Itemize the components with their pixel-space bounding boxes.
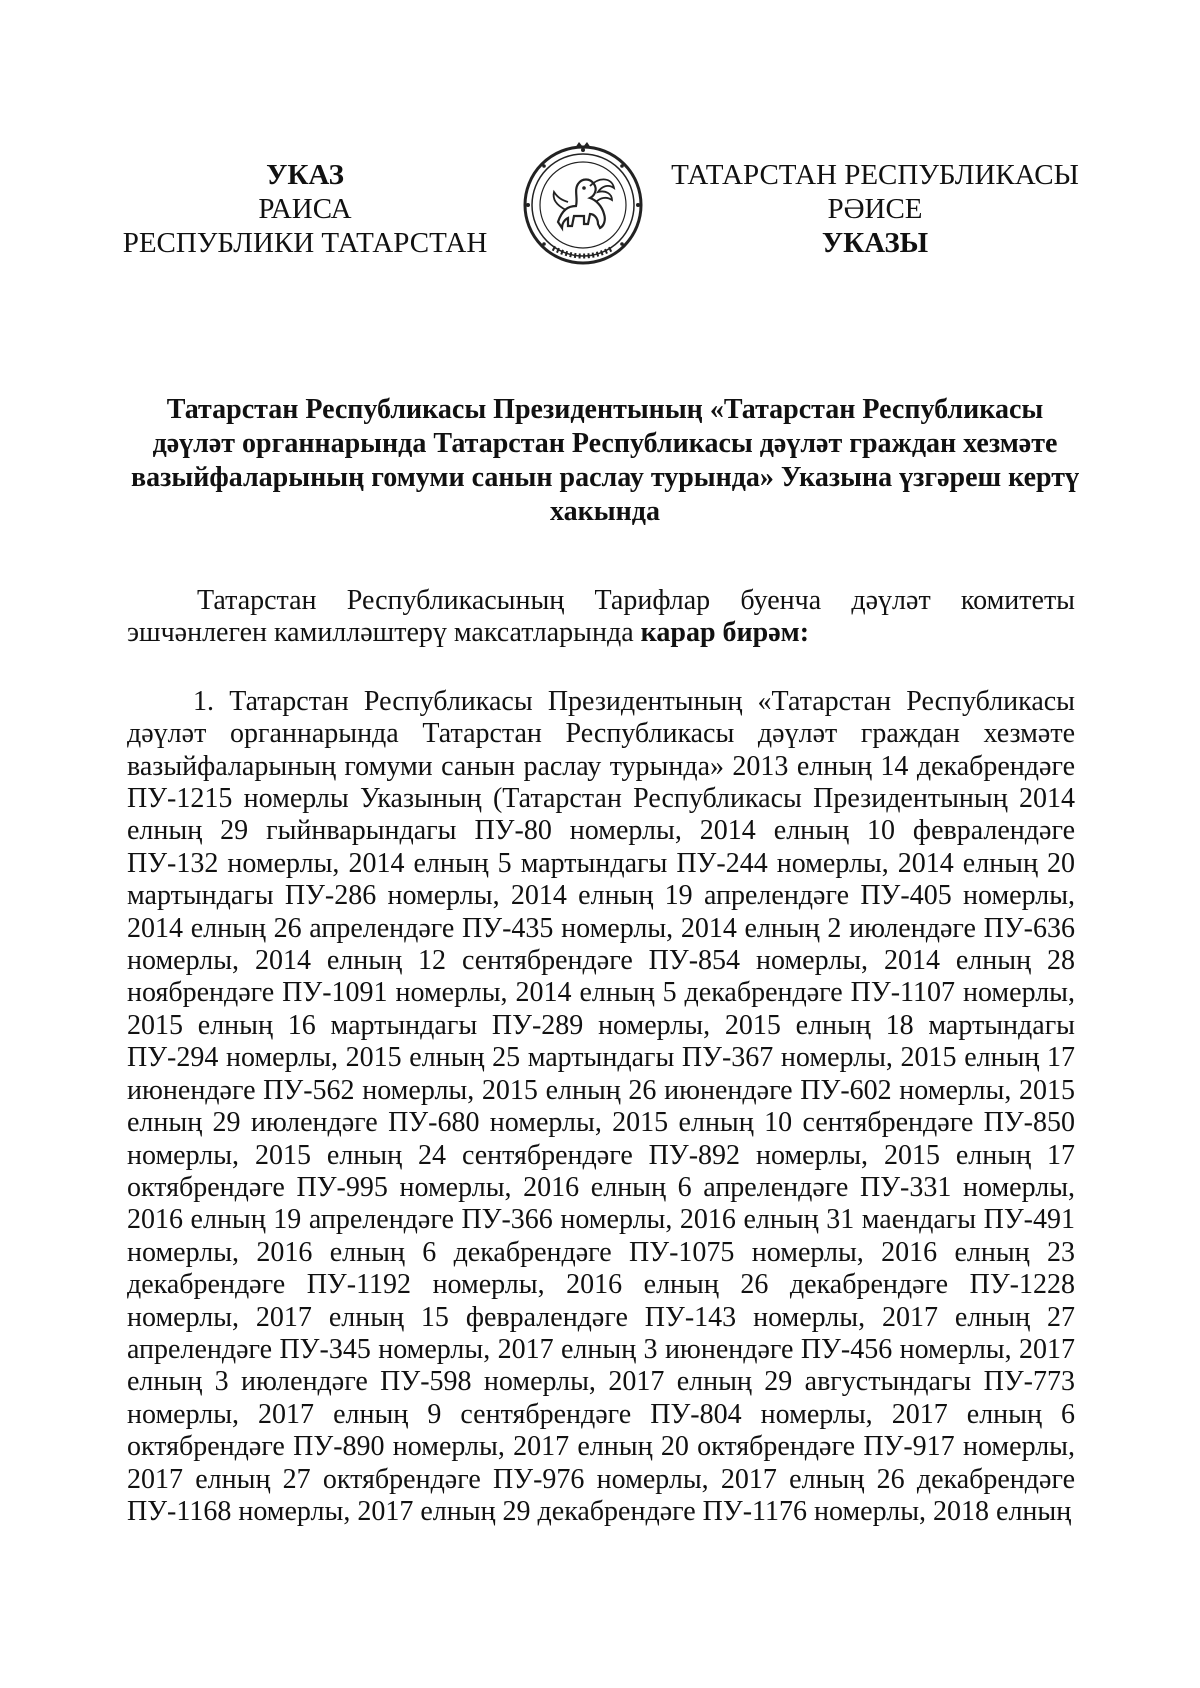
header-left-line1: УКАЗ [266,159,344,191]
header-left-line2: РАИСА [258,193,352,225]
decree-title: Татарстан Республикасы Президентының «Татарстан Республикасы дәүләт органнарында Татарстан Республикасы дәүләт граждан хезмәте вазыйфаларының гомуми санын раслау турында» Указына үзгәреш кертү хакында [130,394,1079,527]
item-1-paragraph: 1. Татарстан Республикасы Президентының «Татарстан Республикасы дәүләт органнарында Татарстан Республикасы дәүләт граждан хезмәте вазыйфаларының гомуми санын раслау турында» 2013 елның 14 декабрендәге ПУ-1215 номерлы Указының (Татарстан Республикасы Президентының 2014 елның 29 гыйнварындагы ПУ-80 номерлы, 2014 елның 10 февралендәге ПУ-132 номерлы, 2014 елның 5 мартындагы ПУ-244 номерлы, 2014 елның 20 мартындагы ПУ-286 номерлы, 2014 елның 19 апрелендәге ПУ-405 номерлы, 2014 елның 26 апрелендәге ПУ-435 номерлы, 2014 елның 2 июлендәге ПУ-636 номерлы, 2014 елның 12 сентябрендәге ПУ-854 номерлы, 2014 елның 28 ноябрендәге ПУ-1091 номерлы, 2014 елның 5 декабрендәге ПУ-1107 номерлы, 2015 елның 16 мартындагы ПУ-289 номерлы, 2015 елның 18 мартындагы ПУ-294 номерлы, 2015 елның 25 мартындагы ПУ-367 номерлы, 2015 елның 17 июнендәге ПУ-562 номерлы, 2015 елның 26 июнендәге ПУ-602 номерлы, 2015 елның 29 июлендәге ПУ-680 номерлы, 2015 елның 10 сентябрендәге ПУ-850 номерлы, 2015 елның 24 сентябрендәге ПУ-892 номерлы, 2015 елның 17 октябрендәге ПУ-995 номерлы, 2016 елның 6 апрелендәге ПУ-331 номерлы, 2016 елның 19 апрелендәге ПУ-366 номерлы, 2016 елның 31 маендагы ПУ-491 номерлы, 2016 елның 6 декабрендәге ПУ-1075 номерлы, 2016 елның 23 декабрендәге ПУ-1192 номерлы, 2016 елның 26 декабрендәге ПУ-1228 номерлы, 2017 елның 15 февралендәге ПУ-143 номерлы, 2017 елның 27 апрелендәге ПУ-345 номерлы, 2017 елның 3 июнендәге ПУ-456 номерлы, 2017 елның 3 июлендәге ПУ-598 номерлы, 2017 елның 29 августындагы ПУ-773 номерлы, 2017 елның 9 сентябрендәге ПУ-804 номерлы, 2017 елның 6 октябрендәге ПУ-890 номерлы, 2017 елның 20 октябрендәге ПУ-917 номерлы, 2017 елның 27 октябрендәге ПУ-976 номерлы, 2017 елның 26 декабрендәге ПУ-1168 номерлы, 2017 елның 29 декабрендәге ПУ-1176 номерлы, 2018 елның [127,685,1075,1527]
header-right-line2: РӘИСЕ [827,193,923,225]
header-left-line3: РЕСПУБЛИКИ ТАТАРСТАН [122,227,488,259]
intro-emphasis: карар бирәм: [640,617,810,649]
header-right-tatar [665,158,1085,260]
header-left-russian [120,158,490,260]
intro-text: Татарстан Республикасының Тарифлар буенча дәүләт комитеты эшчәнлеген камилләштерү максатларында [127,585,1075,649]
header-right-line3: УКАЗЫ [821,227,929,259]
header-right-line1: ТАТАРСТАН РЕСПУБЛИКАСЫ [671,159,1079,191]
tatarstan-emblem-icon [518,140,648,270]
intro-paragraph [127,585,1075,650]
decree-body [127,585,1075,1528]
